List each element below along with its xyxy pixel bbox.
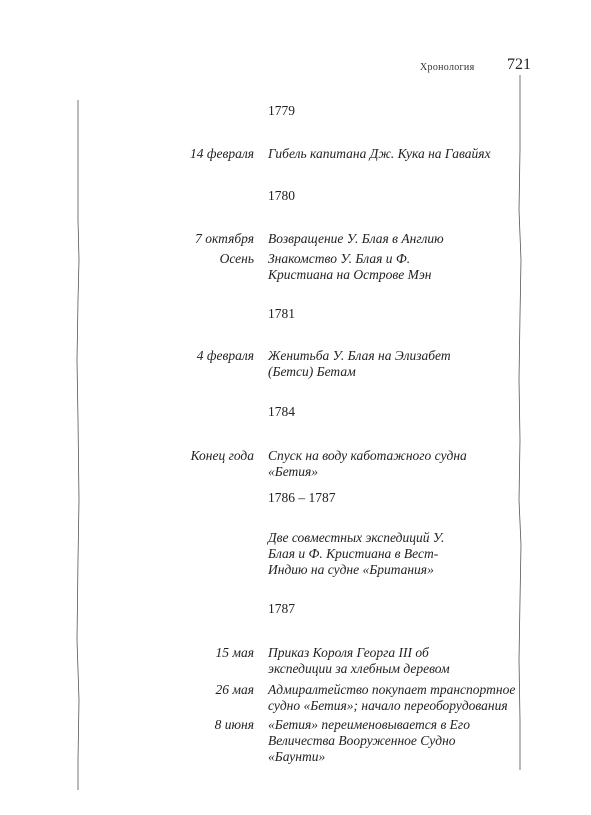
entry-event: Две совместных экспедиций У. Блая и Ф. Кристиана в Вест-Индию на судне «Британия» <box>268 530 445 577</box>
entry-event: Приказ Короля Георга III об экспедиции за хлебным деревом <box>268 645 450 676</box>
entry-event: Адмиралтейство покупает транспортное судно «Бетия»; начало переоборудования <box>268 682 516 713</box>
entry-date: Конец года <box>190 448 254 463</box>
year-heading: 1781 <box>268 306 295 321</box>
entry-event: Знакомство У. Блая и Ф. Кристиана на Острове Мэн <box>268 251 432 282</box>
entry-event: Возвращение У. Блая в Англию <box>268 231 444 246</box>
year-heading: 1786 – 1787 <box>268 490 336 505</box>
entry-date: Осень <box>219 251 254 266</box>
running-head: Хронология <box>420 62 475 73</box>
entry-event: Гибель капитана Дж. Кука на Гавайях <box>268 146 491 161</box>
year-heading: 1784 <box>268 404 295 419</box>
year-heading: 1787 <box>268 601 295 616</box>
entry-event: «Бетия» переименовывается в Его Величества Вооруженное Судно «Баунти» <box>268 717 470 764</box>
entry-date: 8 июня <box>214 717 254 732</box>
entry-event: Женитьба У. Блая на Элизабет (Бетси) Бетам <box>268 348 451 379</box>
entry-event: Спуск на воду каботажного судна «Бетия» <box>268 448 467 479</box>
year-heading: 1779 <box>268 103 295 118</box>
page-number: 721 <box>507 56 531 73</box>
entry-date: 7 октября <box>195 231 254 246</box>
year-heading: 1780 <box>268 188 295 203</box>
entry-date: 14 февраля <box>190 146 254 161</box>
entry-date: 26 мая <box>215 682 254 697</box>
entry-date: 4 февраля <box>196 348 254 363</box>
entry-date: 15 мая <box>215 645 254 660</box>
